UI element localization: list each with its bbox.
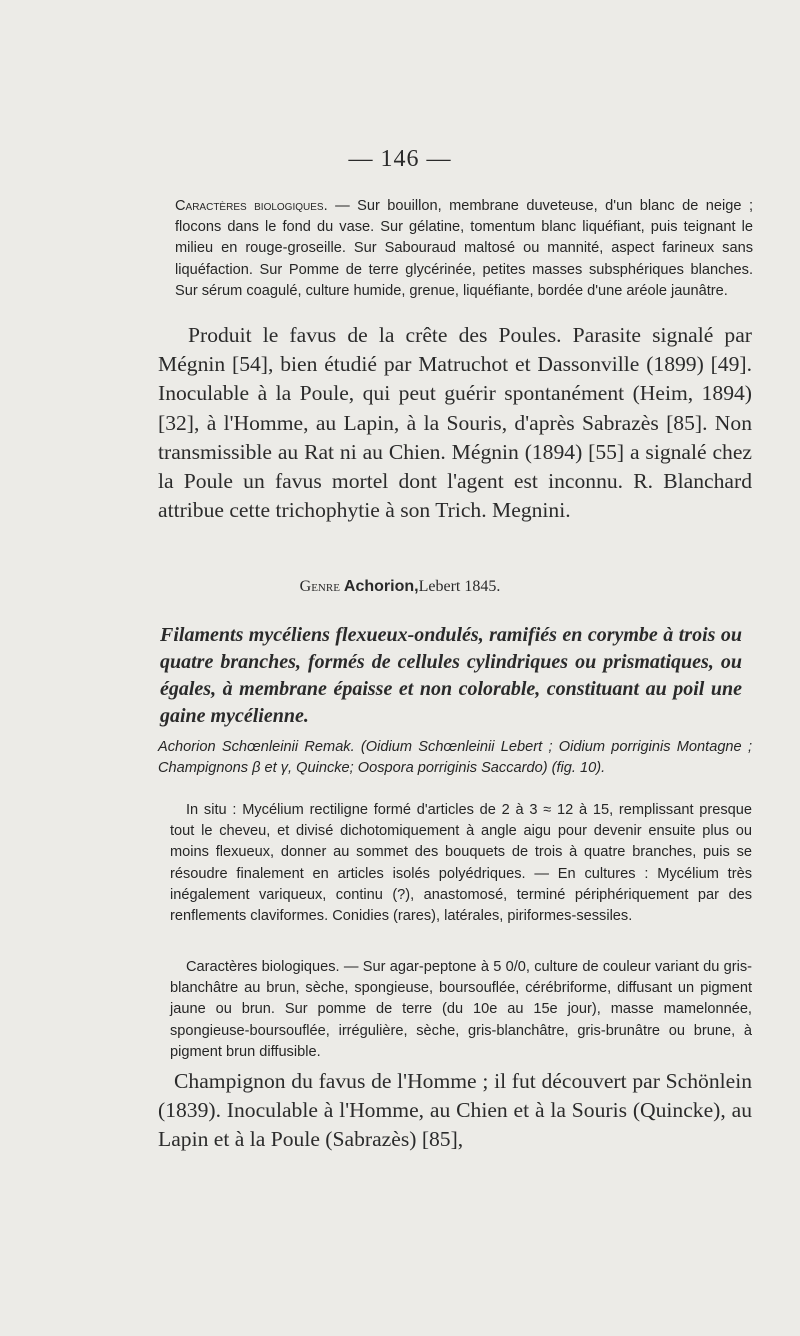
genus-diagnosis	[160, 622, 742, 730]
culture-characters-paragraph	[170, 957, 752, 1063]
para2-text: Produit le favus de la crête des Poules. Parasite signalé par Mégnin [54], bien étudié par Matruchot et Dassonville (1899) [49]. Inoculable à la Poule, qui peut guérir spontanément (Heim, 1894) [32], à l'Homme, au Lapin, à la Souris, d'après Sabrazès [85]. Non transmissible au Rat ni au Chien. Mégnin (1894) [55] a signalé chez la Poule un favus mortel dont l'agent est inconnu. R. Blanchard attribue cette trichophytie à son Trich. Megnini.	[158, 323, 752, 523]
biological-characters-paragraph	[175, 196, 753, 302]
para1-body: — Sur bouillon, membrane duveteuse, d'un blanc de neige ; flocons dans le fond du vase. Sur gélatine, tomentum blanc liquéfiant, puis teignant le milieu en rouge-groseille. Sur Sabouraud maltosé ou mannité, aspect farineux sans liquéfaction. Sur Pomme de terre glycérinée, petites masses subsphériques blanches. Sur sérum coagulé, culture humide, grenue, liquéfiante, bordée d'une aréole jaunâtre.	[175, 198, 754, 299]
page-number: — 146 —	[348, 146, 452, 172]
para4-text: Champignon du favus de l'Homme ; il fut découvert par Schönlein (1839). Inoculable à l'Homme, au Chien et à la Souris (Quincke), au Lapin et à la Poule (Sabrazès) [85],	[158, 1069, 752, 1152]
species-entry	[158, 737, 752, 779]
favus-paragraph	[158, 1067, 752, 1155]
in-situ-paragraph	[170, 800, 752, 927]
insitu-text: In situ : Mycélium rectiligne formé d'articles de 2 à 3 ≈ 12 à 15, remplissant presque tout le cheveu, et divisé dichotomiquement à angle aigu pour devenir ensuite plus ou moins flexueux, donner au sommet des bouquets de trois à quatre branches, puis se résoudre finalement en articles isolés polyédriques. — En cultures : Mycélium très inégalement variqueux, continu (?), anastomosé, terminé périphériquement par des renflements claviformes. Conidies (rares), latérales, piriformes-sessiles.	[170, 802, 752, 925]
para1-heading: Caractères biologiques.	[175, 198, 328, 214]
genus-author: Lebert 1845.	[418, 578, 501, 595]
para3-text: Caractères biologiques. — Sur agar-peptone à 5 0/0, culture de couleur variant du gris-blanchâtre au brun, sèche, spongieuse, boursouflée, cérébriforme, diffusant un pigment jaune ou brun. Sur pomme de terre (du 10e au 15e jour), masse mamelonnée, spongieuse-boursouflée, irrégulière, sèche, gris-blanchâtre, gris-brunâtre ou brune, à pigment brun diffusible.	[170, 959, 752, 1060]
diagnosis-text: Filaments mycéliens flexueux-ondulés, ramifiés en corymbe à trois ou quatre branches, formés de cellules cylindriques ou prismatiques, ou égales, à membrane épaisse et non colorable, constituant au poil une gaine mycélienne.	[160, 624, 742, 727]
genus-prefix: Genre	[299, 578, 340, 595]
genus-name: Achorion,	[343, 578, 419, 595]
species-text: Achorion Schœnleinii Remak. (Oidium Schœnleinii Lebert ; Oidium porriginis Montagne ; Champignons β et γ, Quincke; Oospora porriginis Saccardo) (fig. 10).	[158, 739, 752, 777]
host-paragraph	[158, 321, 752, 525]
para1-text	[175, 198, 753, 299]
genus-heading	[0, 578, 800, 596]
